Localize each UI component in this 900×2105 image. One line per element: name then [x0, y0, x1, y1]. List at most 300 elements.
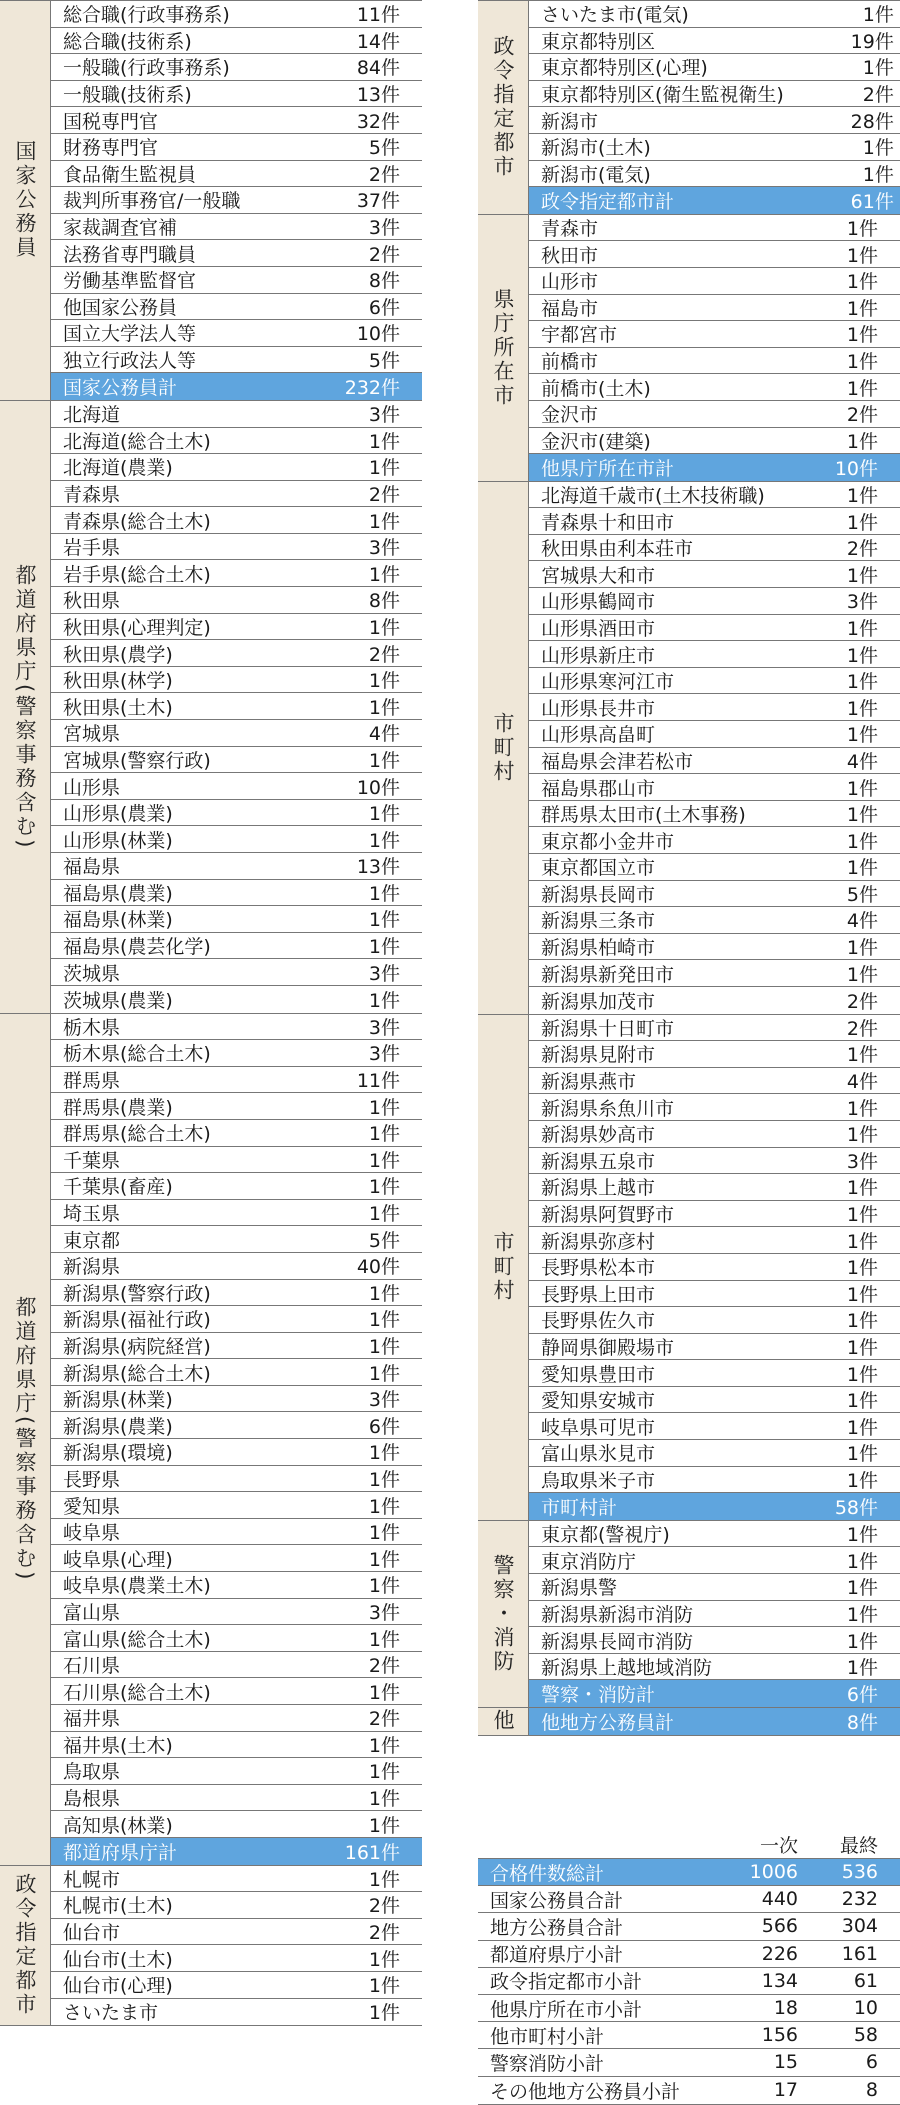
category-label: 警察・消防	[491, 1553, 515, 1674]
office-name: 千葉県	[63, 1149, 121, 1172]
pass-count: 1件	[368, 1522, 400, 1545]
office-name: 新潟県長岡市	[541, 883, 656, 906]
table-row	[51, 1758, 422, 1785]
pass-count: 3件	[368, 1389, 400, 1412]
office-name: 長野県佐久市	[541, 1310, 656, 1333]
pass-count: 1件	[368, 563, 400, 586]
table-row	[51, 1492, 422, 1519]
pass-count: 1件	[846, 1177, 878, 1200]
office-name: 島根県	[63, 1788, 121, 1811]
office-name: 東京都特別区(心理)	[541, 57, 708, 80]
pass-count: 1件	[846, 430, 878, 453]
first-round-count: 156	[761, 2024, 798, 2047]
office-name: 新潟県新潟市消防	[541, 1603, 694, 1626]
table-row	[51, 1678, 422, 1705]
table-row	[51, 1892, 422, 1919]
pass-count: 1件	[846, 777, 878, 800]
first-round-count: 15	[773, 2051, 798, 2074]
table-row	[529, 1387, 900, 1414]
first-round-count: 18	[773, 1997, 798, 2020]
pass-count: 1件	[846, 1550, 878, 1573]
summary-label: 地方公務員合計	[490, 1916, 624, 1939]
pass-count: 2件	[368, 643, 400, 666]
summary-label: 他県庁所在市小計	[490, 1998, 643, 2021]
pass-count: 8件	[368, 270, 400, 293]
office-name: 金沢市	[541, 404, 599, 427]
summary-label: その他地方公務員小計	[490, 2080, 681, 2103]
table-row	[529, 1413, 900, 1440]
pass-count: 1件	[846, 1657, 878, 1680]
pass-count: 1件	[846, 1310, 878, 1333]
table-row	[51, 1466, 422, 1493]
pass-count: 2件	[846, 538, 878, 561]
category-rows	[529, 1, 900, 214]
pass-count: 1件	[846, 1097, 878, 1120]
office-name: 山形県	[63, 776, 121, 799]
office-name: 東京都特別区(衛生監視衛生)	[541, 84, 784, 107]
table-row	[529, 107, 900, 134]
office-name: 札幌市	[63, 1868, 121, 1891]
subtotal-row	[51, 1838, 422, 1865]
office-name: 労働基準監督官	[63, 270, 197, 293]
office-name: 秋田県(林学)	[63, 670, 173, 693]
pass-count: 1件	[368, 989, 400, 1012]
office-name: 新潟県(総合土木)	[63, 1362, 211, 1385]
table-row	[51, 1067, 422, 1094]
pass-count: 1件	[368, 1123, 400, 1146]
table-row	[529, 854, 900, 881]
office-name: 長野県松本市	[541, 1257, 656, 1280]
office-name: 新潟県新発田市	[541, 963, 675, 986]
category-group	[0, 1865, 422, 2027]
office-name: 仙台市(土木)	[63, 1948, 173, 1971]
table-row	[51, 1359, 422, 1386]
summary-label: 警察消防小計	[490, 2052, 605, 2075]
pass-count: 1件	[368, 1203, 400, 1226]
table-row	[529, 508, 900, 535]
pass-count: 1件	[862, 57, 894, 80]
table-row	[51, 1333, 422, 1360]
office-name: 北海道	[63, 404, 121, 427]
table-row	[51, 826, 422, 853]
table-row	[51, 507, 422, 534]
table-row	[51, 1439, 422, 1466]
table-row	[51, 1652, 422, 1679]
table-row	[529, 721, 900, 748]
header-final-round: 最終	[839, 1835, 878, 1857]
office-name: 山形県長井市	[541, 697, 656, 720]
office-name: 新潟県(農業)	[63, 1415, 173, 1438]
office-name: 法務省専門職員	[63, 243, 197, 266]
pass-count: 11件	[356, 4, 400, 27]
pass-count: 32件	[356, 110, 400, 133]
table-row	[51, 1226, 422, 1253]
office-name: 東京都特別区	[541, 30, 656, 53]
pass-count: 1件	[846, 1524, 878, 1547]
table-row	[529, 1254, 900, 1281]
pass-count: 1件	[846, 1336, 878, 1359]
pass-count: 1件	[368, 1335, 400, 1358]
final-count: 8	[865, 2079, 878, 2102]
table-row	[529, 827, 900, 854]
pass-count: 3件	[368, 1016, 400, 1039]
pass-count: 1件	[846, 830, 878, 853]
table-row	[51, 1014, 422, 1041]
category-label-cell	[0, 401, 51, 1013]
pass-count: 1件	[368, 1975, 400, 1998]
office-name: 他地方公務員計	[541, 1711, 675, 1734]
office-name: 富山県氷見市	[541, 1443, 656, 1466]
category-group	[478, 1014, 900, 1520]
pass-count: 2件	[368, 483, 400, 506]
office-name: 青森県十和田市	[541, 511, 675, 534]
office-name: 石川県(総合土木)	[63, 1681, 211, 1704]
office-name: 総合職(行政事務系)	[63, 4, 230, 27]
table-row	[529, 561, 900, 588]
pass-count: 1件	[368, 2002, 400, 2025]
pass-count: 3件	[368, 1601, 400, 1624]
office-name: 東京都(警視庁)	[541, 1524, 670, 1547]
office-name: 栃木県	[63, 1016, 121, 1039]
office-name: 政令指定都市計	[541, 190, 675, 213]
table-row	[51, 1147, 422, 1174]
pass-count: 1件	[846, 377, 878, 400]
pass-count: 28件	[850, 110, 894, 133]
pass-count: 1件	[846, 804, 878, 827]
pass-count: 1件	[846, 244, 878, 267]
office-name: 新潟県(警察行政)	[63, 1282, 211, 1305]
pass-count: 1件	[846, 1443, 878, 1466]
right-column	[478, 0, 900, 1736]
table-row	[529, 1148, 900, 1175]
office-name: 家裁調査官補	[63, 217, 178, 240]
category-rows	[529, 1708, 900, 1735]
office-name: 福島県郡山市	[541, 777, 656, 800]
pass-count: 1件	[368, 1628, 400, 1651]
first-round-count: 1006	[749, 1861, 798, 1884]
final-count: 6	[865, 2051, 878, 2074]
subtotal-row	[529, 187, 900, 214]
category-rows	[51, 1, 422, 400]
summary-row	[478, 2077, 900, 2104]
table-row	[529, 241, 900, 268]
pass-count: 1件	[368, 1468, 400, 1491]
office-name: 国税専門官	[63, 110, 159, 133]
table-row	[51, 1705, 422, 1732]
table-row	[529, 694, 900, 721]
table-row	[51, 773, 422, 800]
first-round-count: 566	[761, 1915, 798, 1938]
category-label-cell	[478, 1015, 529, 1520]
summary-rows	[478, 1858, 900, 2105]
table-row	[51, 534, 422, 561]
office-name: 秋田県(心理判定)	[63, 616, 211, 639]
table-row	[529, 1068, 900, 1095]
office-name: 新潟県(福祉行政)	[63, 1309, 211, 1332]
pass-count: 1件	[846, 617, 878, 640]
pass-count: 1件	[368, 430, 400, 453]
final-count: 61	[853, 1969, 878, 1992]
table-row	[51, 1785, 422, 1812]
final-count: 232	[841, 1888, 878, 1911]
pass-count: 1件	[846, 963, 878, 986]
pass-count: 1件	[846, 1577, 878, 1600]
header-first-round: 一次	[759, 1835, 798, 1857]
office-name: 埼玉県	[63, 1203, 121, 1226]
table-row	[529, 1360, 900, 1387]
pass-count: 4件	[846, 750, 878, 773]
subtotal-row	[529, 1680, 900, 1707]
table-row	[51, 1412, 422, 1439]
office-name: 新潟県(林業)	[63, 1389, 173, 1412]
first-round-count: 226	[761, 1942, 798, 1965]
pass-count: 1件	[846, 271, 878, 294]
table-row	[51, 959, 422, 986]
table-row	[529, 1547, 900, 1574]
office-name: 新潟県十日町市	[541, 1017, 675, 1040]
category-rows	[529, 1015, 900, 1520]
table-row	[529, 1041, 900, 1068]
pass-count: 1件	[368, 1548, 400, 1571]
table-row	[529, 1601, 900, 1628]
office-name: 福井県(土木)	[63, 1734, 173, 1757]
table-row	[51, 347, 422, 374]
table-row	[51, 1599, 422, 1626]
office-name: 都道府県庁計	[63, 1841, 178, 1864]
pass-count: 1件	[846, 1390, 878, 1413]
pass-count: 11件	[356, 1070, 400, 1093]
office-name: 宮城県	[63, 723, 121, 746]
table-row	[51, 1625, 422, 1652]
office-name: さいたま市(電気)	[541, 4, 689, 27]
pass-count: 13件	[356, 856, 400, 879]
office-name: 裁判所事務官/一般職	[63, 190, 241, 213]
table-row	[529, 960, 900, 987]
table-row	[51, 1519, 422, 1546]
office-name: 新潟県上越市	[541, 1177, 656, 1200]
table-row	[51, 1386, 422, 1413]
left-column	[0, 0, 422, 2026]
table-row	[529, 1121, 900, 1148]
pass-count: 1件	[846, 351, 878, 374]
office-name: 新潟市	[541, 110, 599, 133]
office-name: 福島県会津若松市	[541, 750, 694, 773]
pass-count: 3件	[846, 591, 878, 614]
category-label: 市町村	[491, 711, 515, 784]
table-row	[529, 774, 900, 801]
office-name: 茨城県	[63, 962, 121, 985]
table-row	[51, 986, 422, 1013]
pass-count: 1件	[368, 1176, 400, 1199]
table-row	[529, 1015, 900, 1042]
pass-count: 1件	[368, 1149, 400, 1172]
pass-count: 1件	[368, 909, 400, 932]
pass-count: 1件	[368, 1442, 400, 1465]
pass-count: 84件	[356, 57, 400, 80]
office-name: 前橋市	[541, 351, 599, 374]
table-row	[51, 1919, 422, 1946]
category-label: 国家公務員	[13, 140, 37, 261]
pass-count: 1件	[368, 1948, 400, 1971]
office-name: 新潟県阿賀野市	[541, 1204, 675, 1227]
office-name: 福島県(農芸化学)	[63, 936, 211, 959]
final-count: 161	[841, 1942, 878, 1965]
pass-count: 1件	[368, 1309, 400, 1332]
pass-count: 1件	[846, 724, 878, 747]
pass-count: 10件	[356, 323, 400, 346]
office-name: 新潟県見附市	[541, 1044, 656, 1067]
pass-count: 1件	[846, 297, 878, 320]
category-group	[478, 1707, 900, 1736]
table-row	[529, 54, 900, 81]
grand-total-row	[478, 1859, 900, 1886]
table-row	[51, 560, 422, 587]
office-name: 新潟県(環境)	[63, 1442, 173, 1465]
pass-count: 5件	[368, 137, 400, 160]
pass-count: 1件	[368, 510, 400, 533]
table-row	[529, 374, 900, 401]
office-name: 千葉県(畜産)	[63, 1176, 173, 1199]
office-name: 金沢市(建築)	[541, 430, 651, 453]
pass-count: 1件	[368, 749, 400, 772]
table-row	[529, 401, 900, 428]
table-row	[51, 1253, 422, 1280]
table-row	[51, 880, 422, 907]
table-row	[51, 1999, 422, 2026]
table-row	[51, 294, 422, 321]
office-name: 東京都	[63, 1229, 121, 1252]
category-rows	[51, 1866, 422, 2026]
pass-count: 3件	[846, 1150, 878, 1173]
table-row	[51, 107, 422, 134]
office-name: 静岡県御殿場市	[541, 1336, 675, 1359]
pass-count: 1件	[368, 616, 400, 639]
table-row	[529, 1281, 900, 1308]
summary-header	[478, 1820, 900, 1858]
office-name: 新潟県燕市	[541, 1071, 637, 1094]
table-row	[529, 161, 900, 188]
office-name: 群馬県(総合土木)	[63, 1123, 211, 1146]
pass-count: 1件	[846, 1630, 878, 1653]
office-name: 他県庁所在市計	[541, 457, 675, 480]
pass-count: 1件	[846, 1363, 878, 1386]
pass-count: 1件	[862, 137, 894, 160]
table-row	[529, 1201, 900, 1228]
pass-count: 2件	[368, 1922, 400, 1945]
table-row	[529, 748, 900, 775]
summary-label: 合格件数総計	[490, 1862, 605, 1885]
pass-count: 3件	[368, 962, 400, 985]
office-name: 岐阜県(農業土木)	[63, 1575, 211, 1598]
pass-count: 2件	[862, 84, 894, 107]
office-name: 北海道(総合土木)	[63, 430, 211, 453]
table-row	[529, 1627, 900, 1654]
pass-count: 10件	[356, 776, 400, 799]
pass-count: 10件	[834, 457, 878, 480]
office-name: 新潟県妙高市	[541, 1124, 656, 1147]
office-name: 長野県	[63, 1468, 121, 1491]
table-row	[51, 720, 422, 747]
table-row	[51, 240, 422, 267]
table-row	[529, 1307, 900, 1334]
pass-count: 1件	[368, 1575, 400, 1598]
pass-count: 1件	[368, 1734, 400, 1757]
summary-table	[478, 1820, 900, 2105]
pass-count: 1件	[862, 163, 894, 186]
office-name: 北海道千歳市(土木技術職)	[541, 484, 765, 507]
table-row	[51, 747, 422, 774]
category-group	[478, 481, 900, 1014]
office-name: 新潟県柏崎市	[541, 937, 656, 960]
table-row	[529, 1094, 900, 1121]
category-group	[0, 1013, 422, 1865]
table-row	[529, 668, 900, 695]
office-name: 岩手県	[63, 537, 121, 560]
pass-count: 1件	[368, 882, 400, 905]
office-name: 新潟県警	[541, 1577, 618, 1600]
pass-count: 1件	[846, 324, 878, 347]
office-name: 石川県	[63, 1655, 121, 1678]
category-label: 政令指定都市	[491, 35, 515, 180]
category-label-cell	[0, 1, 51, 400]
pass-count: 61件	[850, 190, 894, 213]
office-name: 青森県	[63, 483, 121, 506]
final-count: 304	[841, 1915, 878, 1938]
table-row	[529, 482, 900, 509]
office-name: 福島県(林業)	[63, 909, 173, 932]
office-name: 福島県	[63, 856, 121, 879]
table-row	[529, 1174, 900, 1201]
office-name: 岩手県(総合土木)	[63, 563, 211, 586]
office-name: 新潟県五泉市	[541, 1150, 656, 1173]
office-name: 青森市	[541, 218, 599, 241]
category-label: 政令指定都市	[13, 1873, 37, 2018]
office-name: 財務専門官	[63, 137, 159, 160]
table-row	[529, 295, 900, 322]
category-label: 県庁所在市	[491, 287, 515, 408]
final-count: 10	[853, 1997, 878, 2020]
office-name: 新潟市(土木)	[541, 137, 651, 160]
office-name: 市町村計	[541, 1497, 618, 1520]
summary-label: 都道府県庁小計	[490, 1944, 624, 1967]
office-name: 山形市	[541, 271, 599, 294]
pass-count: 1件	[368, 1681, 400, 1704]
category-label: 都道府県庁(警察事務含む)	[13, 563, 37, 850]
office-name: 山形県新庄市	[541, 644, 656, 667]
office-name: 青森県(総合土木)	[63, 510, 211, 533]
pass-count: 1件	[846, 484, 878, 507]
office-name: 山形県鶴岡市	[541, 591, 656, 614]
table-row	[529, 801, 900, 828]
office-name: 山形県酒田市	[541, 617, 656, 640]
office-name: 愛知県	[63, 1495, 121, 1518]
pass-count: 13件	[356, 84, 400, 107]
pass-count: 1件	[846, 1257, 878, 1280]
table-row	[51, 1306, 422, 1333]
summary-row	[478, 1968, 900, 1995]
pass-count: 1件	[368, 1282, 400, 1305]
final-count: 58	[853, 2024, 878, 2047]
table-row	[529, 615, 900, 642]
category-label: 都道府県庁(警察事務含む)	[13, 1295, 37, 1583]
pass-count: 1件	[368, 696, 400, 719]
table-row	[51, 481, 422, 508]
table-row	[529, 134, 900, 161]
table-row	[51, 587, 422, 614]
office-name: 北海道(農業)	[63, 457, 173, 480]
table-row	[51, 1, 422, 28]
table-row	[51, 161, 422, 188]
